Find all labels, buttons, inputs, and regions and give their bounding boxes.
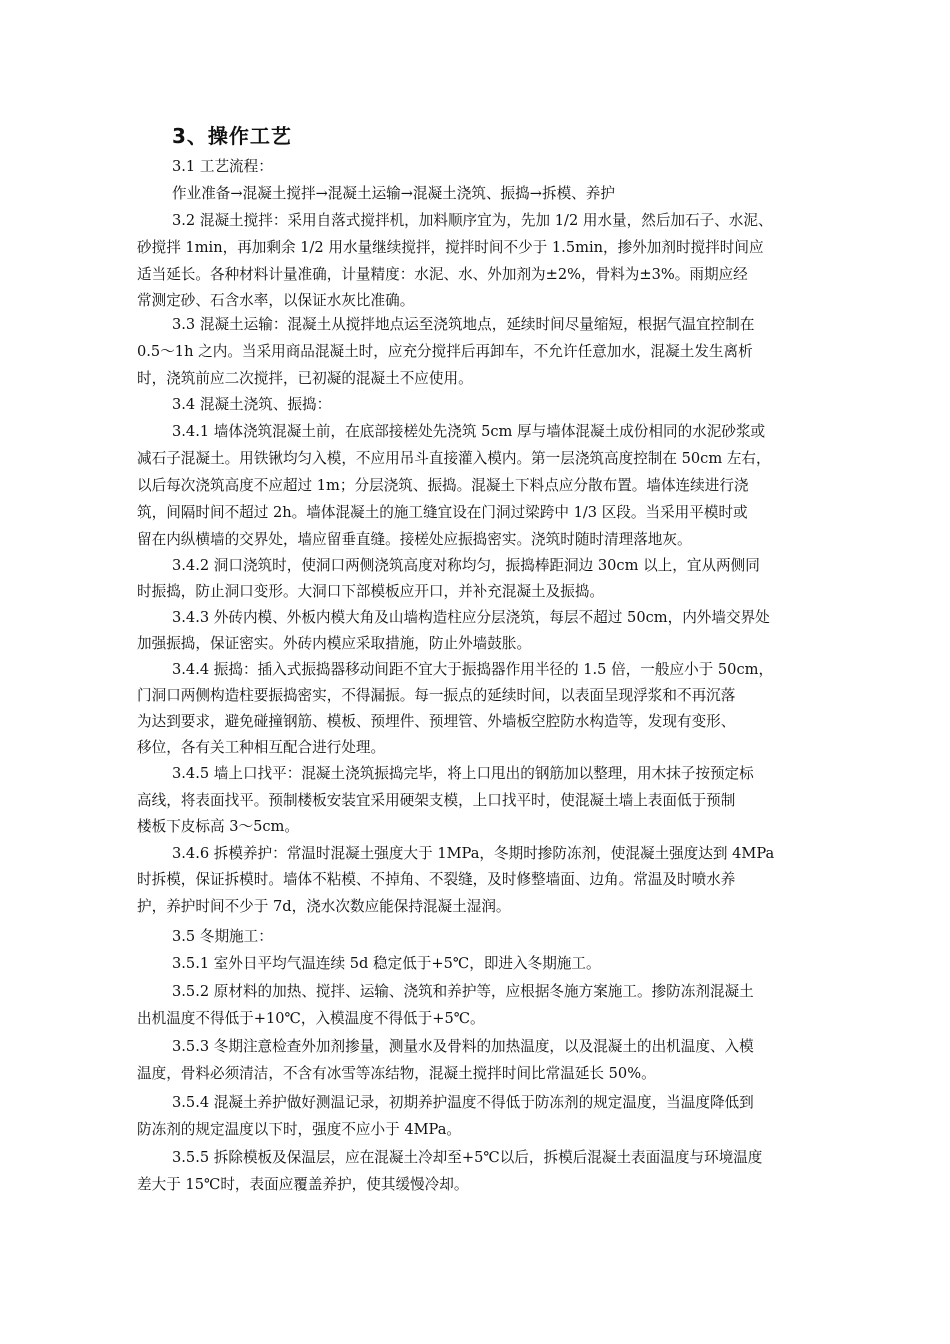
text-line: 3.5.3 冬期注意检查外加剂掺量，测量水及骨料的加热温度，以及混凝土的出机温度、入模 [172, 1038, 754, 1055]
text-line: 减石子混凝土。用铁锹均匀入模，不应用吊斗直接灌入模内。第一层浇筑高度控制在 50cm 左右， [137, 450, 771, 467]
text-line: 加强振捣，保证密实。外砖内模应采取措施，防止外墙鼓胀。 [137, 635, 532, 652]
text-line: 3.4.2 洞口浇筑时，使洞口两侧浇筑高度对称均匀，振捣棒距洞边 30cm 以上，宜从两侧同 [172, 557, 760, 574]
text-line: 3.5.1 室外日平均气温连续 5d 稳定低于+5℃，即进入冬期施工。 [172, 955, 601, 972]
text-line: 3.2 混凝土搅拌：采用自落式搅拌机，加料顺序宜为，先加 1/2 用水量，然后加石子、水泥、 [172, 212, 773, 229]
text-line: 3.4.3 外砖内模、外板内模大角及山墙构造柱应分层浇筑，每层不超过 50cm，内外墙交界处 [172, 609, 770, 626]
text-line: 筑，间隔时间不超过 2h。墙体混凝土的施工缝宜设在门洞过梁跨中 1/3 区段。当采用平模时或 [137, 504, 748, 521]
text-line: 以后每次浇筑高度不应超过 1m；分层浇筑、振捣。混凝土下料点应分散布置。墙体连续进行浇 [137, 477, 749, 494]
text-line: 砂搅拌 1min，再加剩余 1/2 用水量继续搅拌，搅拌时间不少于 1.5min，掺外加剂时搅拌时间应 [137, 239, 764, 256]
text-line: 高线，将表面找平。预制楼板安装宜采用硬架支模，上口找平时，使混凝土墙上表面低于预制 [137, 792, 736, 809]
text-line: 防冻剂的规定温度以下时，强度不应小于 4MPa。 [137, 1121, 462, 1138]
text-line: 3.3 混凝土运输：混凝土从搅拌地点运至浇筑地点，延续时间尽量缩短，根据气温宜控制在 [172, 316, 755, 333]
text-line: 3.5 冬期施工： [172, 928, 273, 945]
text-line: 3.4.4 振捣：插入式振捣器移动间距不宜大于振捣器作用半径的 1.5 倍，一般应小于 50cm， [172, 661, 774, 678]
text-line: 移位，各有关工种相互配合进行处理。 [137, 739, 386, 756]
text-line: 楼板下皮标高 3～5cm。 [137, 818, 299, 835]
text-line: 作业准备→混凝土搅拌→混凝土运输→混凝土浇筑、振捣→拆模、养护 [172, 185, 615, 202]
text-line: 时拆模，保证拆模时。墙体不粘模、不掉角、不裂缝，及时修整墙面、边角。常温及时喷水养 [137, 871, 736, 888]
text-line: 为达到要求，避免碰撞钢筋、模板、预埋件、预埋管、外墙板空腔防水构造等，发现有变形、 [137, 713, 736, 730]
section-title: 3、操作工艺 [172, 124, 292, 148]
text-line: 适当延长。各种材料计量准确，计量精度：水泥、水、外加剂为±2%，骨料为±3%。雨期应经 [137, 266, 748, 283]
text-line: 3.5.2 原材料的加热、搅拌、运输、浇筑和养护等，应根据冬施方案施工。掺防冻剂混凝土 [172, 983, 754, 1000]
text-line: 护，养护时间不少于 7d，浇水次数应能保持混凝土湿润。 [137, 898, 511, 915]
text-line: 常测定砂、石含水率，以保证水灰比准确。 [137, 292, 415, 309]
text-line: 3.5.5 拆除模板及保温层，应在混凝土冷却至+5℃以后，拆模后混凝土表面温度与环境温度 [172, 1149, 763, 1166]
text-line: 0.5～1h 之内。当采用商品混凝土时，应充分搅拌后再卸车，不允许任意加水，混凝土发生离析 [137, 343, 753, 360]
text-line: 出机温度不得低于+10℃，入模温度不得低于+5℃。 [137, 1010, 485, 1027]
text-line: 门洞口两侧构造柱要振捣密实，不得漏振。每一振点的延续时间，以表面呈现浮浆和不再沉落 [137, 687, 736, 704]
text-line: 留在内纵横墙的交界处，墙应留垂直缝。接槎处应振捣密实。浇筑时随时清理落地灰。 [137, 531, 692, 548]
text-line: 时，浇筑前应二次搅拌，已初凝的混凝土不应使用。 [137, 370, 473, 387]
text-line: 3.4.6 拆模养护：常温时混凝土强度大于 1MPa，冬期时掺防冻剂，使混凝土强度达到 4MPa [172, 845, 775, 862]
text-line: 3.4.5 墙上口找平：混凝土浇筑振捣完毕，将上口甩出的钢筋加以整理，用木抹子按预定标 [172, 765, 754, 782]
text-line: 差大于 15℃时，表面应覆盖养护，使其缓慢冷却。 [137, 1176, 469, 1193]
text-line: 时振捣，防止洞口变形。大洞口下部模板应开口，并补充混凝土及振捣。 [137, 583, 605, 600]
text-line: 3.5.4 混凝土养护做好测温记录，初期养护温度不得低于防冻剂的规定温度，当温度降低到 [172, 1094, 754, 1111]
text-line: 3.1 工艺流程： [172, 158, 273, 175]
text-line: 3.4.1 墙体浇筑混凝土前，在底部接槎处先浇筑 5cm 厚与墙体混凝土成份相同的水泥砂浆或 [172, 423, 766, 440]
text-line: 温度，骨料必须清洁，不含有冰雪等冻结物，混凝土搅拌时间比常温延长 50%。 [137, 1065, 656, 1082]
text-line: 3.4 混凝土浇筑、振捣： [172, 396, 332, 413]
